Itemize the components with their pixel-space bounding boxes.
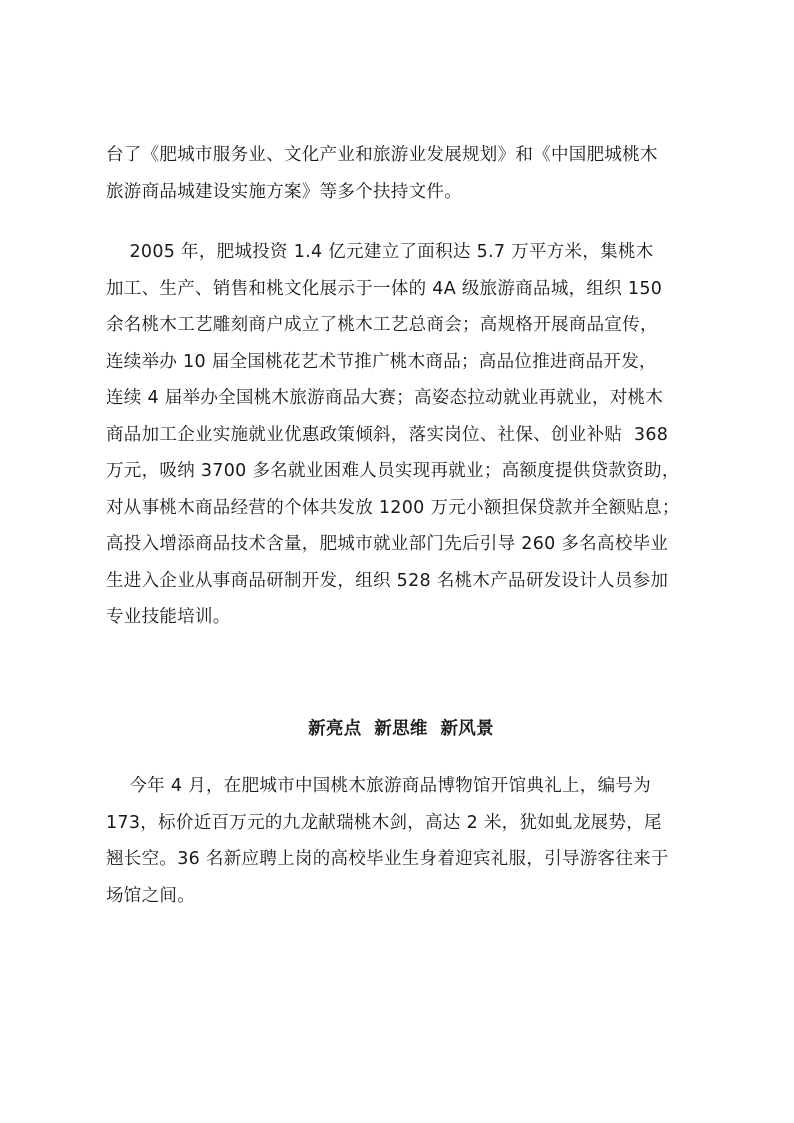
- paragraph-museum-opening: [106, 768, 696, 914]
- text-line: 台了《肥城市服务业、文化产业和旅游业发展规划》和《中国肥城桃木: [106, 145, 658, 165]
- text-line: 今年 4 月，在肥城市中国桃木旅游商品博物馆开馆典礼上，编号为: [106, 776, 652, 796]
- text-line: 高投入增添商品技术含量，肥城市就业部门先后引导 260 多名高校毕业: [106, 534, 669, 554]
- text-line: 连续举办 10 届全国桃花艺术节推广桃木商品；高品位推进商品开发，: [106, 351, 657, 372]
- text-line: 专业技能培训。: [106, 607, 231, 627]
- text-line: 2005 年，肥城投资 1.4 亿元建立了面积达 5.7 万平方米，集桃木: [106, 242, 654, 262]
- text-line: 旅游商品城建设实施方案》等多个扶持文件。: [106, 181, 462, 202]
- text-line: 余名桃木工艺雕刻商户成立了桃木工艺总商会；高规格开展商品宣传，: [106, 315, 658, 335]
- text-line: 连续 4 届举办全国桃木旅游商品大赛；高姿态拉动就业再就业，对桃木: [106, 388, 664, 408]
- text-line: 场馆之间。: [106, 885, 195, 906]
- text-line: 翘长空。36 名新应聘上岗的高校毕业生身着迎宾礼服，引导游客往来于: [106, 849, 669, 869]
- paragraph-2005-investment: [106, 234, 696, 636]
- section-heading: 新亮点 新思维 新风景: [308, 719, 494, 739]
- text-line: 商品加工企业实施就业优惠政策倾斜，落实岗位、社保、创业补贴 368: [106, 424, 669, 445]
- text-line: 万元，吸纳 3700 多名就业困难人员实现再就业；高额度提供贷款资助，: [106, 461, 680, 481]
- text-line: 加工、生产、销售和桃文化展示于一体的 4A 级旅游商品城，组织 150: [106, 278, 663, 299]
- text-line: 生进入企业从事商品研制开发，组织 528 名桃木产品研发设计人员参加: [106, 570, 669, 591]
- text-line: 对从事桃木商品经营的个体共发放 1200 万元小额担保贷款并全额贴息；: [106, 497, 680, 518]
- paragraph-policy-documents: [106, 137, 696, 210]
- text-line: 173，标价近百万元的九龙献瑞桃木剑，高达 2 米，犹如虬龙展势，尾: [106, 812, 662, 833]
